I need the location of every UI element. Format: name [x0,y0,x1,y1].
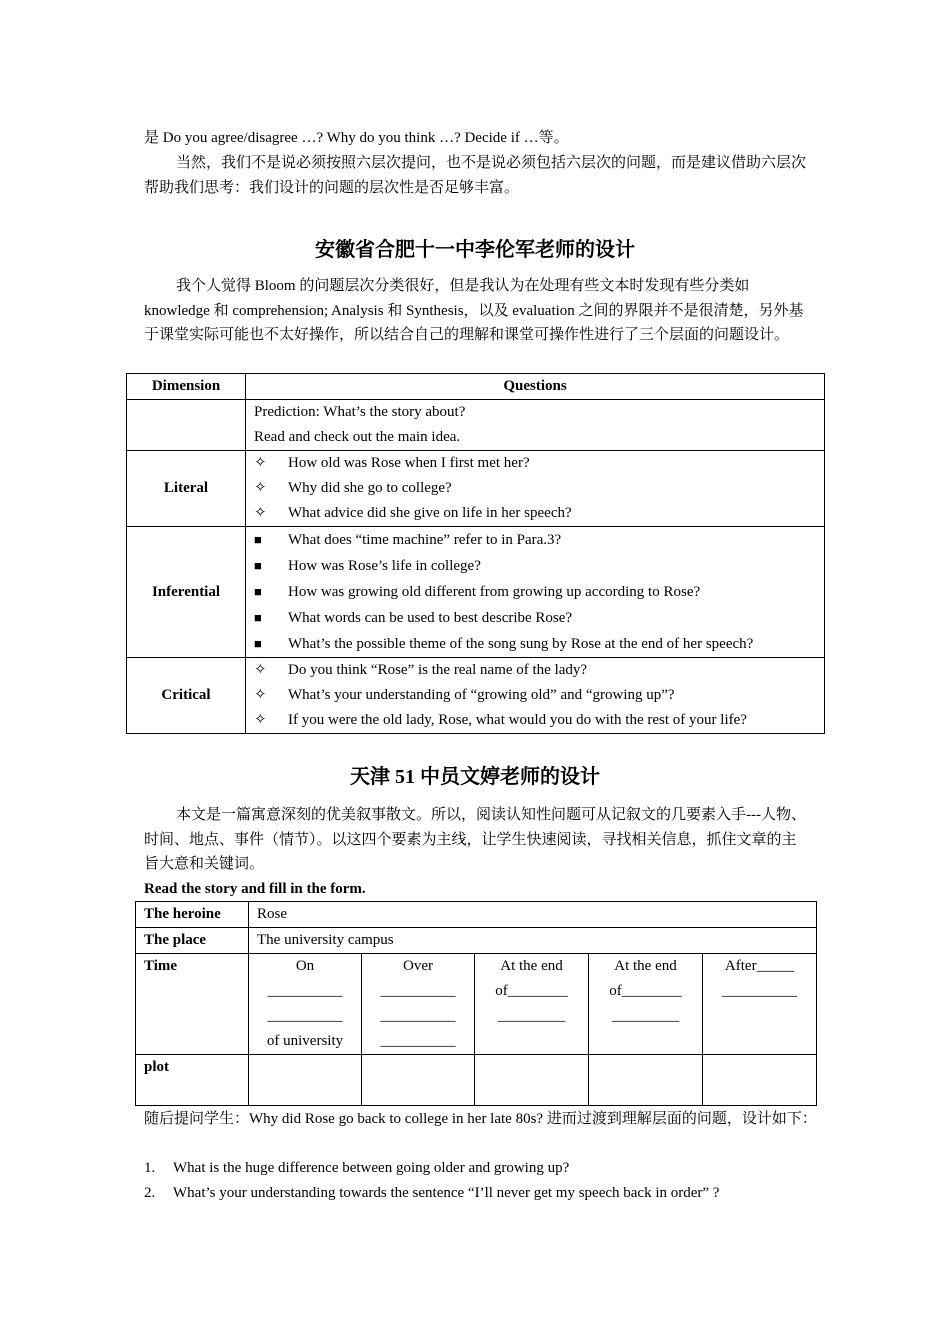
question-item: ■ What words can be used to best describe Rose? [246,605,824,631]
dimension-literal: Literal [127,451,246,527]
prediction-line: Prediction: What’s the story about? [254,404,466,420]
square-bullet-icon: ■ [254,584,262,599]
inferential-questions [246,527,825,658]
diamond-bullet-icon: ✧ [254,662,267,678]
square-bullet-icon: ■ [254,636,262,651]
question-item: ■ What does “time machine” refer to in Para.3? [246,527,824,553]
heroine-label: The heroine [136,902,249,928]
question-item: ■ What’s the possible theme of the song sung by Rose at the end of her speech? [246,631,824,657]
plot-cell [589,1055,703,1106]
tianjin-paragraph: 本文是一篇寓意深刻的优美叙事散文。所以，阅读认知性问题可从记叙文的几要素入手---人物、时间、地点、事件（情节）。以这四个要素为主线，让学生快速阅读，寻找相关信息，抓住文章的主旨大意和关键词。 [144,807,806,872]
question-dimension-table [126,373,825,734]
place-label: The place [136,928,249,954]
heroine-value: Rose [249,902,817,928]
dimension-inferential: Inferential [127,527,246,658]
header-dimension: Dimension [127,374,246,400]
place-value: The university campus [249,928,817,954]
square-bullet-icon: ■ [254,532,262,547]
prediction-line: Read and check out the main idea. [254,429,461,445]
question-item: ✧ If you were the old lady, Rose, what would you do with the rest of your life? [246,708,824,733]
diamond-bullet-icon: ✧ [254,505,267,521]
hefei-paragraph: 我个人觉得 Bloom 的问题层次分类很好，但是我认为在处理有些文本时发现有些分类如 knowledge 和 comprehension; Analysis 和 Synthesis，以及 evaluation 之间的界限并不是很清楚，另外基于课堂实际可能也不太好操作，所以结合自己的理解和课堂可操作性进行了三个层面的问题设计。 [144,278,804,343]
question-item: ✧ How old was Rose when I first met her? [246,451,824,476]
list-item: 2. What’s your understanding towards the sentence “I’ll never get my speech back in order” ? [144,1184,720,1201]
intro-line: 是 Do you agree/disagree …? Why do you think …? Decide if …等。 [144,130,569,146]
time-cell-after: After_____ __________ [703,954,817,1055]
literal-questions [246,451,825,527]
plot-cell [475,1055,589,1106]
header-questions: Questions [246,374,825,400]
dimension-critical: Critical [127,658,246,734]
question-item: ■ How was growing old different from growing up according to Rose? [246,579,824,605]
plot-cell [362,1055,475,1106]
plot-cell [249,1055,362,1106]
question-item: ✧ What’s your understanding of “growing old” and “growing up”? [246,683,824,708]
critical-questions [246,658,825,734]
time-label: Time [136,954,249,1055]
empty-dimension-cell [127,400,246,451]
time-cell-end-1: At the end of________ _________ [475,954,589,1055]
intro-paragraph: 当然，我们不是说必须按照六层次提问，也不是说必须包括六层次的问题，而是建议借助六层次帮助我们思考：我们设计的问题的层次性是否足够丰富。 [144,155,807,196]
square-bullet-icon: ■ [254,610,262,625]
question-item: ■ How was Rose’s life in college? [246,553,824,579]
diamond-bullet-icon: ✧ [254,712,267,728]
followup-question-list [144,1156,824,1205]
time-cell-end-2: At the end of________ _________ [589,954,703,1055]
diamond-bullet-icon: ✧ [254,687,267,703]
diamond-bullet-icon: ✧ [254,480,267,496]
time-cell-on: On __________ __________ of university [249,954,362,1055]
question-item: ✧ Do you think “Rose” is the real name of the lady? [246,658,824,683]
time-cell-over: Over __________ __________ __________ [362,954,475,1055]
prediction-cell [246,400,825,451]
plot-label: plot [136,1055,249,1106]
square-bullet-icon: ■ [254,558,262,573]
diamond-bullet-icon: ✧ [254,455,267,471]
question-item: ✧ Why did she go to college? [246,476,824,501]
story-form-table [135,901,817,1106]
followup-paragraph: 随后提问学生：Why did Rose go back to college in her late 80s? 进而过渡到理解层面的问题，设计如下： [144,1111,817,1127]
plot-cell [703,1055,817,1106]
question-item: ✧ What advice did she give on life in her speech? [246,501,824,526]
list-item: 1. What is the huge difference between going older and growing up? [144,1160,570,1176]
section-title-hefei: 安徽省合肥十一中李伦军老师的设计 [315,239,635,261]
section-title-tianjin: 天津 51 中员文婷老师的设计 [350,766,600,788]
form-instruction: Read the story and fill in the form. [144,881,366,897]
